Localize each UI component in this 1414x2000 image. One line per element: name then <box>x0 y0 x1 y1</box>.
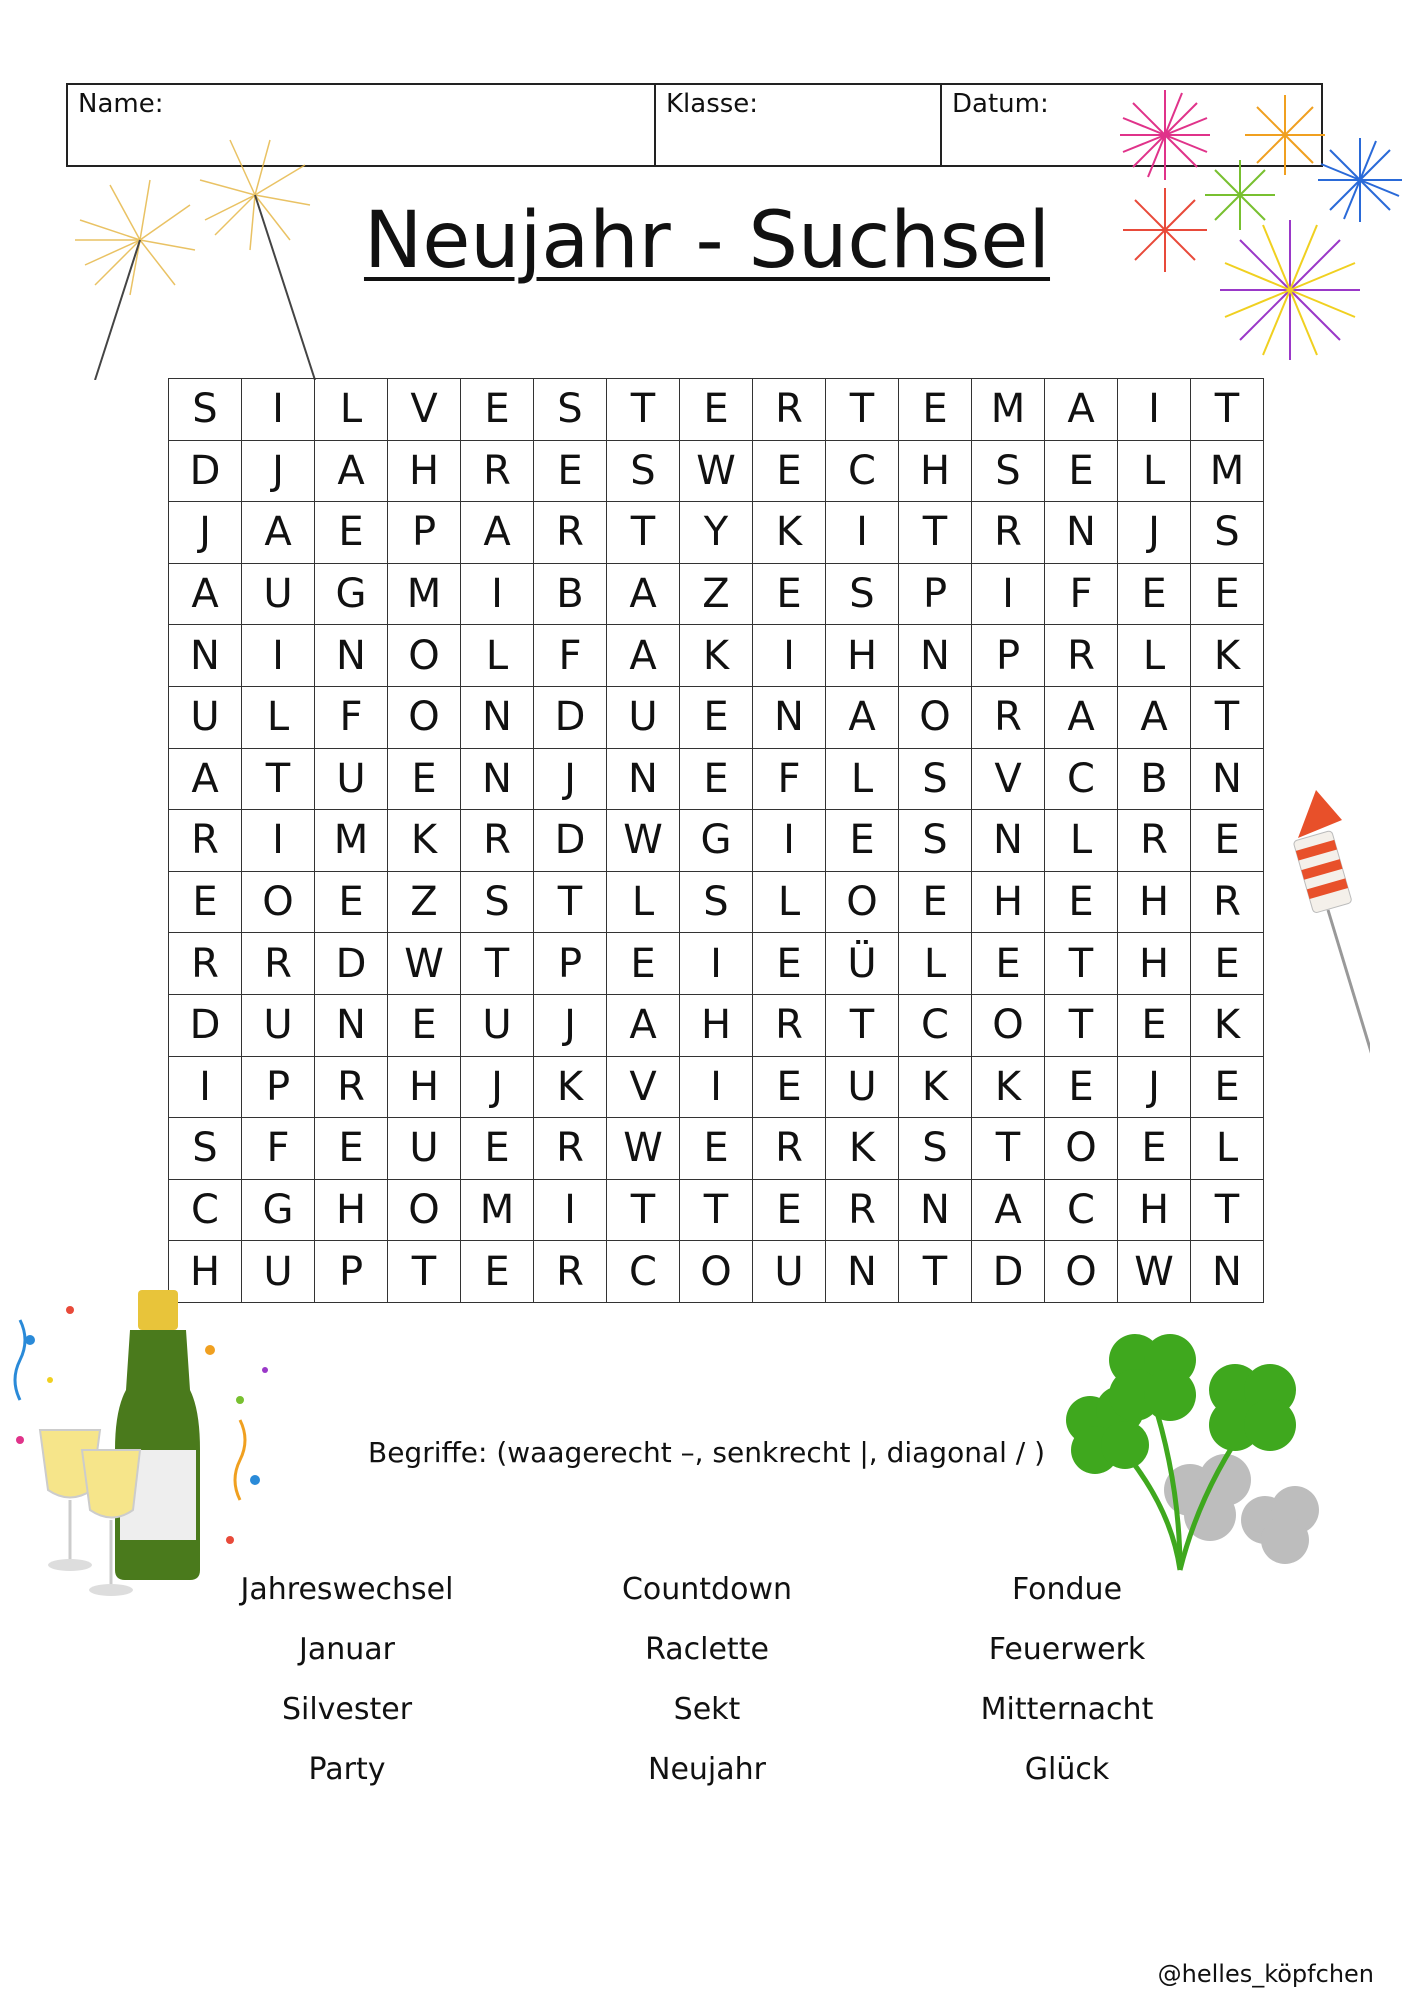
grid-cell[interactable]: E <box>753 933 826 995</box>
grid-cell[interactable]: Ü <box>826 933 899 995</box>
grid-row <box>169 748 1264 810</box>
grid-cell[interactable]: D <box>534 810 607 872</box>
word-item: Silvester <box>281 1692 413 1727</box>
clover-icon <box>1020 1320 1330 1580</box>
grid-cell[interactable]: H <box>315 1179 388 1241</box>
grid-cell[interactable]: E <box>680 686 753 748</box>
word-item: Fondue <box>1011 1572 1123 1607</box>
grid-cell[interactable]: T <box>1191 1179 1264 1241</box>
grid-cell[interactable]: N <box>899 1179 972 1241</box>
grid-cell[interactable]: E <box>753 563 826 625</box>
grid-cell[interactable]: I <box>1118 379 1191 441</box>
grid-row <box>169 686 1264 748</box>
grid-cell[interactable]: S <box>899 748 972 810</box>
grid-cell[interactable]: T <box>1045 933 1118 995</box>
word-column <box>917 1560 1217 1800</box>
word-item: Januar <box>299 1632 395 1667</box>
grid-cell[interactable]: T <box>826 994 899 1056</box>
grid-cell[interactable]: S <box>169 1118 242 1180</box>
date-label: Datum: <box>952 89 1049 119</box>
grid-cell[interactable]: E <box>1191 1056 1264 1118</box>
grid-cell[interactable]: U <box>169 686 242 748</box>
rocket-icon <box>1290 790 1370 1060</box>
grid-cell[interactable]: G <box>242 1179 315 1241</box>
grid-cell[interactable]: K <box>826 1118 899 1180</box>
grid-cell[interactable]: N <box>169 625 242 687</box>
grid-cell[interactable]: I <box>680 1056 753 1118</box>
grid-cell[interactable]: D <box>169 994 242 1056</box>
grid-cell[interactable]: O <box>972 994 1045 1056</box>
grid-cell[interactable]: N <box>461 748 534 810</box>
grid-cell[interactable]: E <box>461 1118 534 1180</box>
grid-cell[interactable]: E <box>899 871 972 933</box>
grid-cell[interactable]: H <box>388 1056 461 1118</box>
grid-cell[interactable]: A <box>607 994 680 1056</box>
grid-cell[interactable]: N <box>826 1241 899 1303</box>
grid-cell[interactable]: U <box>388 1118 461 1180</box>
grid-cell[interactable]: G <box>315 563 388 625</box>
word-item: Feuerwerk <box>988 1632 1146 1667</box>
grid-cell[interactable]: O <box>242 871 315 933</box>
grid-cell[interactable]: S <box>826 563 899 625</box>
grid-cell[interactable]: O <box>388 625 461 687</box>
grid-cell[interactable]: K <box>1191 625 1264 687</box>
grid-cell[interactable]: R <box>753 994 826 1056</box>
grid-cell[interactable]: R <box>972 686 1045 748</box>
grid-cell[interactable]: E <box>461 1241 534 1303</box>
grid-cell[interactable]: E <box>1045 871 1118 933</box>
grid-cell[interactable]: S <box>972 440 1045 502</box>
grid-cell[interactable]: I <box>826 502 899 564</box>
grid-cell[interactable]: L <box>1191 1118 1264 1180</box>
grid-row <box>169 871 1264 933</box>
grid-cell[interactable]: A <box>169 748 242 810</box>
grid-cell[interactable]: K <box>534 1056 607 1118</box>
grid-cell[interactable]: T <box>826 379 899 441</box>
grid-cell[interactable]: T <box>899 502 972 564</box>
grid-cell[interactable]: P <box>972 625 1045 687</box>
grid-cell[interactable]: T <box>242 748 315 810</box>
grid-cell[interactable]: K <box>388 810 461 872</box>
grid-cell[interactable]: J <box>534 748 607 810</box>
grid-cell[interactable]: T <box>1191 379 1264 441</box>
grid-cell[interactable]: A <box>607 625 680 687</box>
grid-cell[interactable]: F <box>242 1118 315 1180</box>
grid-cell[interactable]: N <box>1045 502 1118 564</box>
grid-cell[interactable]: O <box>1045 1118 1118 1180</box>
word-item: Mitternacht <box>980 1692 1154 1727</box>
grid-cell[interactable]: I <box>534 1179 607 1241</box>
grid-cell[interactable]: W <box>680 440 753 502</box>
grid-cell[interactable]: N <box>461 686 534 748</box>
grid-cell[interactable]: J <box>534 994 607 1056</box>
grid-cell[interactable]: F <box>534 625 607 687</box>
grid-cell[interactable]: E <box>826 810 899 872</box>
grid-cell[interactable]: E <box>753 1056 826 1118</box>
name-label: Name: <box>78 89 164 119</box>
grid-cell[interactable]: L <box>1118 440 1191 502</box>
grid-cell[interactable]: L <box>826 748 899 810</box>
grid-cell[interactable]: E <box>1118 563 1191 625</box>
grid-cell[interactable]: N <box>899 625 972 687</box>
grid-cell[interactable]: O <box>899 686 972 748</box>
grid-cell[interactable]: R <box>1118 810 1191 872</box>
grid-cell[interactable]: W <box>388 933 461 995</box>
grid-cell[interactable]: U <box>607 686 680 748</box>
grid-cell[interactable]: I <box>242 625 315 687</box>
grid-cell[interactable]: A <box>315 440 388 502</box>
word-item: Neujahr <box>648 1752 766 1787</box>
grid-cell[interactable]: R <box>461 440 534 502</box>
grid-cell[interactable]: I <box>753 810 826 872</box>
grid-cell[interactable]: N <box>607 748 680 810</box>
grid-cell[interactable]: K <box>753 502 826 564</box>
grid-row <box>169 563 1264 625</box>
grid-row <box>169 625 1264 687</box>
page-title: Neujahr - Suchsel <box>363 196 1051 286</box>
grid-cell[interactable]: N <box>315 625 388 687</box>
grid-cell[interactable]: P <box>242 1056 315 1118</box>
grid-cell[interactable]: E <box>680 379 753 441</box>
grid-row <box>169 810 1264 872</box>
grid-cell[interactable]: R <box>753 379 826 441</box>
grid-cell[interactable]: S <box>1191 502 1264 564</box>
grid-cell[interactable]: T <box>899 1241 972 1303</box>
grid-cell[interactable]: E <box>753 1179 826 1241</box>
grid-cell[interactable]: S <box>899 1118 972 1180</box>
grid-cell[interactable]: A <box>607 563 680 625</box>
grid-cell[interactable]: Z <box>680 563 753 625</box>
grid-cell[interactable]: R <box>972 502 1045 564</box>
grid-row <box>169 1118 1264 1180</box>
grid-cell[interactable]: W <box>1118 1241 1191 1303</box>
grid-cell[interactable]: T <box>607 1179 680 1241</box>
grid-cell[interactable]: D <box>169 440 242 502</box>
grid-cell[interactable]: T <box>680 1179 753 1241</box>
grid-cell[interactable]: K <box>1191 994 1264 1056</box>
grid-cell[interactable]: I <box>461 563 534 625</box>
grid-cell[interactable]: D <box>534 686 607 748</box>
grid-cell[interactable]: O <box>826 871 899 933</box>
grid-cell[interactable]: K <box>680 625 753 687</box>
grid-cell[interactable]: L <box>1118 625 1191 687</box>
grid-row <box>169 1056 1264 1118</box>
credit-text: @helles_köpfchen <box>1157 1960 1374 1988</box>
word-search-grid <box>168 378 1264 1303</box>
grid-cell[interactable]: T <box>461 933 534 995</box>
grid-cell[interactable]: S <box>534 379 607 441</box>
grid-cell[interactable]: V <box>388 379 461 441</box>
grid-cell[interactable]: T <box>388 1241 461 1303</box>
grid-cell[interactable]: K <box>972 1056 1045 1118</box>
grid-cell[interactable]: R <box>534 1118 607 1180</box>
grid-cell[interactable]: H <box>972 871 1045 933</box>
grid-cell[interactable]: T <box>1191 686 1264 748</box>
grid-cell[interactable]: E <box>534 440 607 502</box>
grid-cell[interactable]: L <box>242 686 315 748</box>
grid-cell[interactable]: I <box>680 933 753 995</box>
grid-cell[interactable]: R <box>169 810 242 872</box>
grid-cell[interactable]: I <box>169 1056 242 1118</box>
grid-cell[interactable]: C <box>899 994 972 1056</box>
grid-cell[interactable]: J <box>1118 1056 1191 1118</box>
grid-cell[interactable]: A <box>1045 379 1118 441</box>
grid-cell[interactable]: F <box>315 686 388 748</box>
grid-cell[interactable]: Y <box>680 502 753 564</box>
grid-cell[interactable]: F <box>753 748 826 810</box>
grid-cell[interactable]: U <box>242 994 315 1056</box>
grid-cell[interactable]: C <box>826 440 899 502</box>
grid-row <box>169 994 1264 1056</box>
word-column <box>557 1560 857 1800</box>
grid-cell[interactable]: E <box>1045 440 1118 502</box>
grid-cell[interactable]: R <box>169 933 242 995</box>
grid-row <box>169 1179 1264 1241</box>
word-item: Glück <box>1024 1752 1110 1787</box>
grid-cell[interactable]: L <box>607 871 680 933</box>
grid-cell[interactable]: R <box>534 1241 607 1303</box>
grid-cell[interactable]: M <box>388 563 461 625</box>
grid-cell[interactable]: R <box>826 1179 899 1241</box>
grid-cell[interactable]: G <box>680 810 753 872</box>
grid-cell[interactable]: E <box>972 933 1045 995</box>
grid-cell[interactable]: M <box>1191 440 1264 502</box>
grid-cell[interactable]: E <box>388 994 461 1056</box>
grid-cell[interactable]: B <box>534 563 607 625</box>
grid-cell[interactable]: U <box>315 748 388 810</box>
grid-cell[interactable]: A <box>169 563 242 625</box>
grid-cell[interactable]: O <box>388 686 461 748</box>
grid-cell[interactable]: H <box>1118 871 1191 933</box>
grid-cell[interactable]: S <box>169 379 242 441</box>
grid-cell[interactable]: L <box>753 871 826 933</box>
grid-cell[interactable]: E <box>1191 810 1264 872</box>
grid-cell[interactable]: I <box>242 810 315 872</box>
grid-row <box>169 933 1264 995</box>
grid-cell[interactable]: H <box>388 440 461 502</box>
grid-cell[interactable]: I <box>753 625 826 687</box>
grid-row <box>169 440 1264 502</box>
grid-cell[interactable]: A <box>826 686 899 748</box>
grid-cell[interactable]: C <box>607 1241 680 1303</box>
grid-cell[interactable]: C <box>169 1179 242 1241</box>
grid-cell[interactable]: Z <box>388 871 461 933</box>
grid-cell[interactable]: L <box>1045 810 1118 872</box>
word-item: Countdown <box>621 1572 793 1607</box>
grid-cell[interactable]: P <box>534 933 607 995</box>
grid-cell[interactable]: T <box>534 871 607 933</box>
grid-cell[interactable]: R <box>534 502 607 564</box>
grid-cell[interactable]: O <box>1045 1241 1118 1303</box>
grid-cell[interactable]: W <box>607 810 680 872</box>
grid-cell[interactable]: J <box>1118 502 1191 564</box>
grid-cell[interactable]: E <box>753 440 826 502</box>
grid-cell[interactable]: D <box>315 933 388 995</box>
grid-cell[interactable]: E <box>1191 563 1264 625</box>
grid-cell[interactable]: U <box>753 1241 826 1303</box>
grid-cell[interactable]: S <box>899 810 972 872</box>
grid-cell[interactable]: E <box>461 379 534 441</box>
grid-cell[interactable]: E <box>1191 933 1264 995</box>
grid-cell[interactable]: P <box>899 563 972 625</box>
grid-cell[interactable]: E <box>1118 1118 1191 1180</box>
word-item: Raclette <box>645 1632 769 1667</box>
grid-cell[interactable]: H <box>826 625 899 687</box>
grid-cell[interactable]: P <box>388 502 461 564</box>
grid-cell[interactable]: R <box>1045 625 1118 687</box>
grid-cell[interactable]: R <box>315 1056 388 1118</box>
grid-cell[interactable]: I <box>242 379 315 441</box>
grid-cell[interactable]: O <box>388 1179 461 1241</box>
grid-cell[interactable]: N <box>972 810 1045 872</box>
grid-row <box>169 502 1264 564</box>
grid-cell[interactable]: L <box>315 379 388 441</box>
grid-cell[interactable]: S <box>461 871 534 933</box>
grid-cell[interactable]: E <box>680 1118 753 1180</box>
word-item: Sekt <box>673 1692 741 1727</box>
grid-cell[interactable]: R <box>753 1118 826 1180</box>
grid-cell[interactable]: C <box>1045 1179 1118 1241</box>
grid-cell[interactable]: M <box>461 1179 534 1241</box>
grid-cell[interactable]: E <box>315 871 388 933</box>
grid-cell[interactable]: O <box>680 1241 753 1303</box>
grid-cell[interactable]: H <box>899 440 972 502</box>
grid-cell[interactable]: F <box>1045 563 1118 625</box>
grid-cell[interactable]: W <box>607 1118 680 1180</box>
grid-cell[interactable]: U <box>242 563 315 625</box>
grid-cell[interactable]: E <box>680 748 753 810</box>
grid-cell[interactable]: L <box>461 625 534 687</box>
grid-cell[interactable]: S <box>680 871 753 933</box>
class-field[interactable] <box>656 85 942 165</box>
grid-row <box>169 1241 1264 1303</box>
grid-row <box>169 379 1264 441</box>
grid-cell[interactable]: B <box>1118 748 1191 810</box>
grid-cell[interactable]: U <box>242 1241 315 1303</box>
grid-cell[interactable]: I <box>972 563 1045 625</box>
grid-cell[interactable]: L <box>899 933 972 995</box>
grid-cell[interactable]: M <box>315 810 388 872</box>
grid-cell[interactable]: E <box>1045 1056 1118 1118</box>
grid-cell[interactable]: R <box>461 810 534 872</box>
word-column <box>197 1560 497 1800</box>
grid-cell[interactable]: T <box>607 379 680 441</box>
class-label: Klasse: <box>666 89 759 119</box>
grid-cell[interactable]: U <box>826 1056 899 1118</box>
grid-cell[interactable]: V <box>972 748 1045 810</box>
grid-cell[interactable]: M <box>972 379 1045 441</box>
grid-cell[interactable]: J <box>169 502 242 564</box>
grid-cell[interactable]: C <box>1045 748 1118 810</box>
grid-cell[interactable]: H <box>1118 1179 1191 1241</box>
grid-cell[interactable]: E <box>899 379 972 441</box>
grid-cell[interactable]: E <box>315 1118 388 1180</box>
grid-cell[interactable]: T <box>1045 994 1118 1056</box>
word-item: Jahreswechsel <box>240 1572 454 1607</box>
hint-text: Begriffe: (waagerecht –, senkrecht |, diagonal / ) <box>368 1436 1046 1469</box>
grid-cell[interactable]: P <box>315 1241 388 1303</box>
grid-cell[interactable]: A <box>1118 686 1191 748</box>
grid-cell[interactable]: H <box>169 1241 242 1303</box>
grid-cell[interactable]: J <box>242 440 315 502</box>
word-item: Party <box>308 1752 386 1787</box>
grid-cell[interactable]: E <box>607 933 680 995</box>
grid-cell[interactable]: N <box>1191 1241 1264 1303</box>
grid-cell[interactable]: V <box>607 1056 680 1118</box>
grid-cell[interactable]: E <box>169 871 242 933</box>
grid-cell[interactable]: H <box>680 994 753 1056</box>
grid-cell[interactable]: N <box>315 994 388 1056</box>
grid-cell[interactable]: J <box>461 1056 534 1118</box>
grid-cell[interactable]: A <box>461 502 534 564</box>
grid-cell[interactable]: N <box>1191 748 1264 810</box>
grid-cell[interactable]: H <box>1118 933 1191 995</box>
grid-cell[interactable]: A <box>242 502 315 564</box>
grid-cell[interactable]: R <box>1191 871 1264 933</box>
grid-cell[interactable]: T <box>972 1118 1045 1180</box>
grid-cell[interactable]: E <box>315 502 388 564</box>
grid-cell[interactable]: E <box>1118 994 1191 1056</box>
grid-cell[interactable]: A <box>972 1179 1045 1241</box>
grid-cell[interactable]: A <box>1045 686 1118 748</box>
grid-cell[interactable]: U <box>461 994 534 1056</box>
grid-cell[interactable]: K <box>899 1056 972 1118</box>
grid-cell[interactable]: R <box>242 933 315 995</box>
grid-cell[interactable]: E <box>388 748 461 810</box>
grid-cell[interactable]: T <box>607 502 680 564</box>
grid-cell[interactable]: N <box>753 686 826 748</box>
grid-cell[interactable]: D <box>972 1241 1045 1303</box>
grid-cell[interactable]: S <box>607 440 680 502</box>
